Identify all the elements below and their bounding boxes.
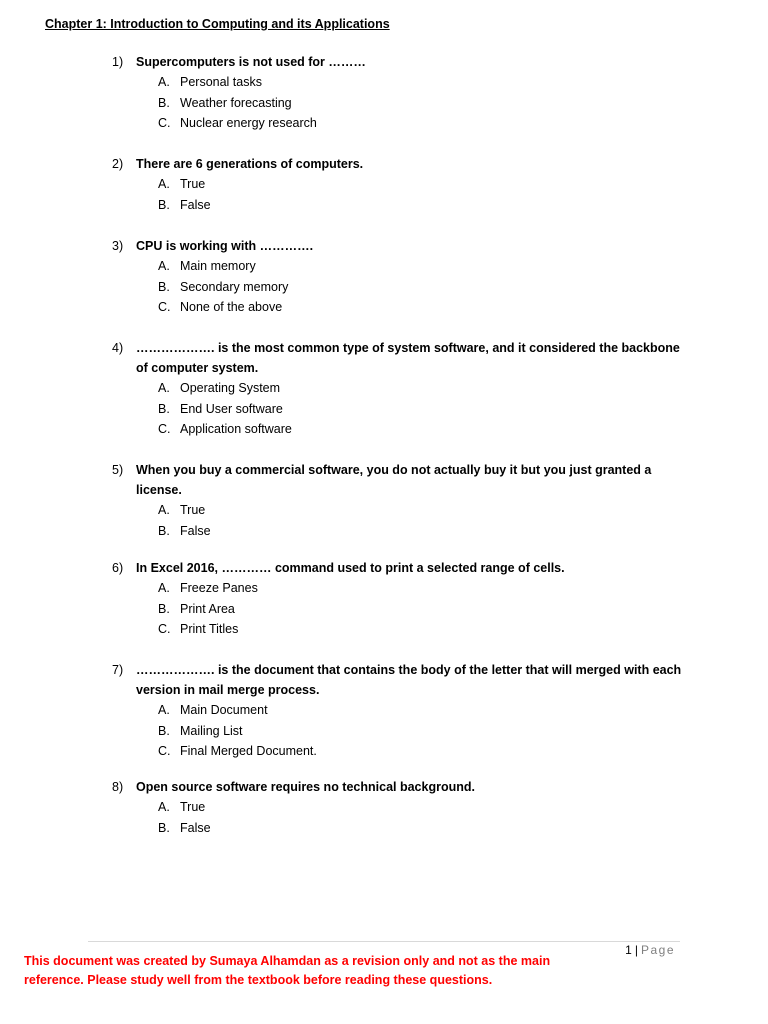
- question-row: [112, 154, 692, 174]
- page-title: Chapter 1: Introduction to Computing and its Applications: [45, 17, 390, 31]
- option-letter: B.: [158, 820, 170, 835]
- option-text: Print Titles: [180, 622, 239, 636]
- question-number: 1): [112, 55, 124, 69]
- option-letter: A.: [158, 75, 170, 89]
- answer-option: [112, 500, 692, 521]
- answer-option: [112, 818, 692, 839]
- option-list: [112, 378, 692, 440]
- answer-option: [112, 277, 692, 298]
- page-number: [625, 943, 675, 957]
- question-item: [112, 154, 692, 215]
- answer-option: [112, 297, 692, 318]
- option-text: Freeze Panes: [180, 581, 258, 595]
- page-number-separator: |: [634, 943, 638, 957]
- answer-option: [112, 797, 692, 818]
- answer-option: [112, 721, 692, 742]
- option-text: Application software: [180, 422, 292, 436]
- option-text: False: [180, 820, 211, 835]
- answer-option: [112, 195, 692, 216]
- question-row: [112, 236, 692, 256]
- question-number: 3): [112, 239, 124, 253]
- answer-option: [112, 72, 692, 93]
- option-text: False: [180, 523, 211, 538]
- option-text: Weather forecasting: [180, 95, 292, 110]
- option-letter: B.: [158, 197, 170, 212]
- option-list: [112, 700, 692, 762]
- question-text: ………………. is the most common type of system software, and it considered the backbone of computer system.: [136, 341, 680, 375]
- option-text: Secondary memory: [180, 279, 289, 294]
- option-list: [112, 500, 692, 541]
- option-list: [112, 174, 692, 215]
- option-text: None of the above: [180, 300, 283, 314]
- question-text: There are 6 generations of computers.: [136, 157, 364, 171]
- answer-option: [112, 619, 692, 640]
- option-letter: A.: [158, 381, 170, 395]
- option-text: Mailing List: [180, 723, 243, 738]
- option-list: [112, 797, 692, 838]
- option-letter: B.: [158, 95, 170, 110]
- question-item: [112, 338, 692, 440]
- question-item: [112, 558, 692, 640]
- option-text: Main memory: [180, 259, 256, 273]
- option-letter: A.: [158, 703, 170, 717]
- option-list: [112, 72, 692, 134]
- question-row: [112, 52, 692, 72]
- answer-option: [112, 578, 692, 599]
- question-row: [112, 660, 692, 700]
- question-number: 6): [112, 561, 124, 575]
- option-letter: B.: [158, 723, 170, 738]
- option-letter: A.: [158, 259, 170, 273]
- option-letter: C.: [158, 300, 171, 314]
- option-list: [112, 256, 692, 318]
- option-text: Print Area: [180, 601, 235, 616]
- question-text: Open source software requires no technical background.: [136, 780, 475, 794]
- option-letter: B.: [158, 401, 170, 416]
- option-letter: B.: [158, 601, 170, 616]
- question-row: [112, 460, 692, 500]
- question-number: 2): [112, 157, 124, 171]
- option-letter: C.: [158, 116, 171, 130]
- answer-option: [112, 521, 692, 542]
- page-number-value: 1: [625, 943, 632, 957]
- page-word: Page: [640, 943, 675, 957]
- option-text: Nuclear energy research: [180, 116, 317, 130]
- answer-option: [112, 700, 692, 721]
- answer-option: [112, 599, 692, 620]
- option-letter: A.: [158, 800, 170, 814]
- option-text: True: [180, 800, 206, 814]
- question-number: 5): [112, 463, 124, 477]
- question-number: 4): [112, 341, 124, 355]
- option-letter: A.: [158, 581, 170, 595]
- question-item: [112, 660, 692, 762]
- question-number: 7): [112, 663, 124, 677]
- question-item: [112, 236, 692, 318]
- option-text: False: [180, 197, 211, 212]
- question-number: 8): [112, 780, 124, 794]
- question-item: [112, 52, 692, 134]
- question-row: [112, 338, 692, 378]
- question-row: [112, 558, 692, 578]
- footer-divider: [88, 941, 680, 942]
- option-text: End User software: [180, 401, 283, 416]
- option-text: Final Merged Document.: [180, 744, 317, 758]
- answer-option: [112, 256, 692, 277]
- option-letter: C.: [158, 622, 171, 636]
- question-item: [112, 777, 692, 838]
- question-text: When you buy a commercial software, you do not actually buy it but you just granted a license.: [136, 463, 652, 497]
- option-letter: A.: [158, 177, 170, 191]
- answer-option: [112, 419, 692, 440]
- question-text: In Excel 2016, ………… command used to print a selected range of cells.: [136, 561, 565, 575]
- question-text: Supercomputers is not used for ………: [136, 55, 366, 69]
- answer-option: [112, 741, 692, 762]
- footer-disclaimer: This document was created by Sumaya Alhamdan as a revision only and not as the main reference. Please study well from the textbook before reading these questions.: [24, 954, 551, 987]
- question-text: CPU is working with ………….: [136, 239, 314, 253]
- option-text: True: [180, 177, 206, 191]
- option-letter: B.: [158, 279, 170, 294]
- option-text: Personal tasks: [180, 75, 262, 89]
- answer-option: [112, 174, 692, 195]
- question-row: [112, 777, 692, 797]
- question-text: ………………. is the document that contains the body of the letter that will merged with each version in mail merge process.: [136, 663, 682, 697]
- answer-option: [112, 113, 692, 134]
- option-text: True: [180, 503, 206, 517]
- option-letter: A.: [158, 503, 170, 517]
- answer-option: [112, 399, 692, 420]
- option-letter: B.: [158, 523, 170, 538]
- answer-option: [112, 93, 692, 114]
- option-letter: C.: [158, 422, 171, 436]
- option-list: [112, 578, 692, 640]
- question-item: [112, 460, 692, 541]
- option-text: Main Document: [180, 703, 268, 717]
- option-letter: C.: [158, 744, 171, 758]
- answer-option: [112, 378, 692, 399]
- option-text: Operating System: [180, 381, 281, 395]
